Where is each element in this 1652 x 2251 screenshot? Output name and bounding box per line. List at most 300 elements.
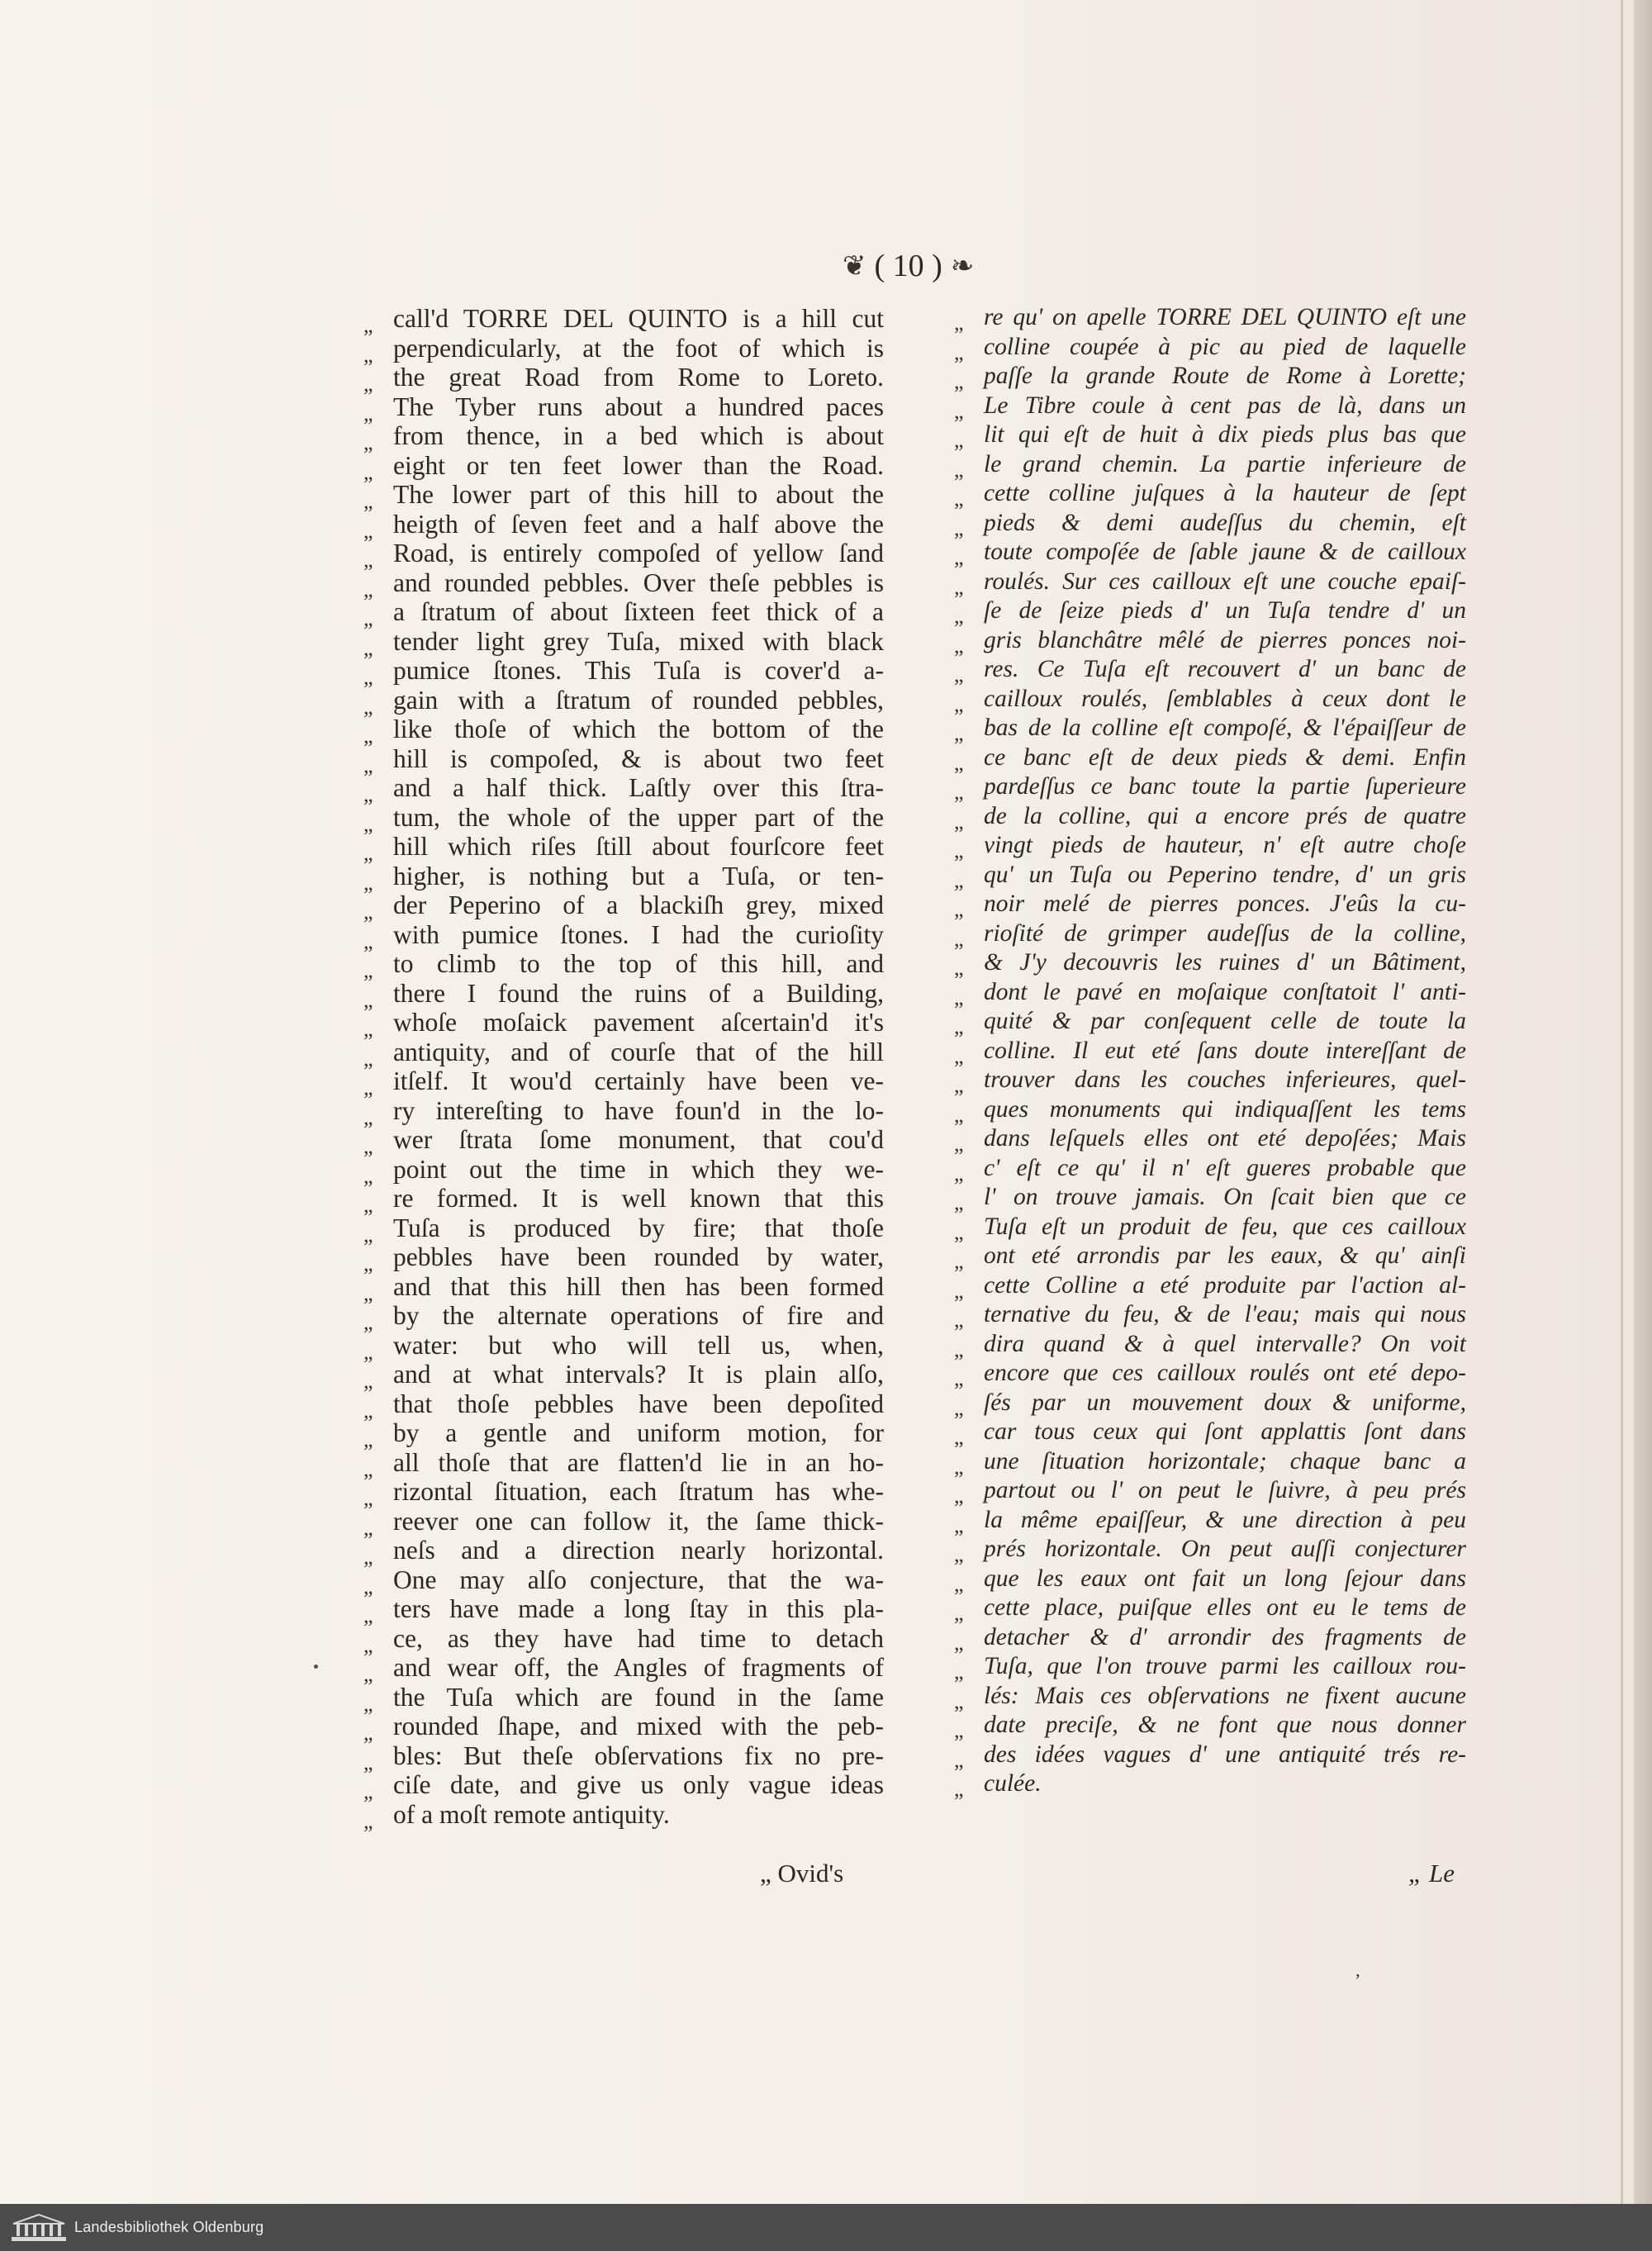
quotation-mark: „ <box>363 577 373 601</box>
text-line <box>363 743 884 777</box>
quotation-mark: „ <box>954 1102 964 1127</box>
text-line <box>954 1008 1466 1038</box>
line-text: ques monuments qui indiquaſſent les tems <box>984 1095 1466 1123</box>
quotation-mark: „ <box>363 870 373 895</box>
line-text: Tuſa, que l'on trouve parmi les cailloux rou- <box>984 1653 1466 1679</box>
english-text-column <box>363 304 884 1833</box>
text-line <box>954 744 1466 774</box>
text-line <box>954 979 1466 1009</box>
line-text: by the alternate operations of fire and <box>393 1301 884 1330</box>
quotation-mark: „ <box>954 926 964 951</box>
quotation-mark: „ <box>363 430 373 454</box>
line-text: de la colline, qui a encore prés de quatre <box>984 802 1466 829</box>
quotation-mark: „ <box>954 1043 964 1068</box>
quotation-mark: „ <box>363 1750 373 1774</box>
line-text: higher, is nothing but a Tuſa, or ten- <box>393 861 884 890</box>
text-line <box>363 1536 884 1569</box>
text-line <box>363 509 884 543</box>
text-line <box>363 1653 884 1686</box>
text-line <box>363 1565 884 1598</box>
text-line <box>954 451 1466 481</box>
quotation-mark: „ <box>954 1630 964 1655</box>
text-line <box>954 1594 1466 1624</box>
text-line <box>363 1037 884 1071</box>
line-text: ciſe date, and give us only vague ideas <box>393 1770 884 1799</box>
text-line <box>954 1389 1466 1419</box>
quotation-mark: „ <box>363 1603 373 1627</box>
text-line <box>954 510 1466 539</box>
quotation-mark: „ <box>954 604 964 628</box>
quotation-mark: „ <box>954 1425 964 1449</box>
line-text: dans leſquels elles ont eté depoſées; Mais <box>984 1125 1466 1152</box>
text-line <box>954 862 1466 891</box>
text-line <box>954 656 1466 686</box>
line-text: cette place, puiſque elles ont eu le tems de <box>984 1594 1466 1621</box>
text-line <box>954 686 1466 715</box>
quotation-mark: „ <box>954 838 964 862</box>
line-text: colline. Il eut eté ſans doute intereſſant de <box>984 1037 1466 1064</box>
text-line <box>363 656 884 689</box>
line-text: pardeſſus ce banc toute la partie ſuperieure <box>984 773 1466 800</box>
text-line <box>363 1506 884 1540</box>
line-text: cette colline juſques à la hauteur de ſept <box>984 480 1466 506</box>
quotation-mark: „ <box>363 1427 373 1451</box>
text-line <box>954 1741 1466 1771</box>
text-line <box>363 450 884 484</box>
quotation-mark: „ <box>954 750 964 775</box>
quotation-mark: „ <box>363 372 373 396</box>
quotation-mark: „ <box>363 459 373 484</box>
text-line <box>363 773 884 806</box>
line-text: The Tyber runs about a hundred paces <box>393 392 884 421</box>
line-text: a ſtratum of about ſixteen feet thick of a <box>393 597 884 626</box>
quotation-mark: „ <box>363 342 373 367</box>
quotation-mark: „ <box>954 1484 964 1508</box>
line-text: antiquity, and of courſe that of the hill <box>393 1037 884 1066</box>
quotation-mark: „ <box>363 1515 373 1540</box>
text-line <box>363 802 884 836</box>
text-line <box>363 1447 884 1481</box>
text-line <box>954 334 1466 363</box>
quotation-mark: „ <box>363 1222 373 1247</box>
line-text: of a moſt remote antiquity. <box>393 1799 670 1829</box>
text-line <box>363 919 884 953</box>
line-text: ternative du feu, & de l'eau; mais qui nous <box>984 1301 1466 1327</box>
text-line <box>363 1740 884 1774</box>
library-name: Landesbibliothek Oldenburg <box>74 2219 264 2235</box>
text-line <box>954 1360 1466 1389</box>
quotation-mark: „ <box>954 1718 964 1742</box>
quotation-mark: „ <box>954 545 964 569</box>
text-line <box>363 1301 884 1334</box>
quotation-mark: „ <box>363 489 373 513</box>
text-line <box>363 567 884 601</box>
quotation-mark: „ <box>954 1337 964 1361</box>
quotation-mark: „ <box>363 665 373 689</box>
text-line <box>954 1565 1466 1595</box>
quotation-mark: „ <box>954 574 964 599</box>
quotation-mark: „ <box>954 1747 964 1772</box>
line-text: tum, the whole of the upper part of the <box>393 802 884 832</box>
quotation-mark: „ <box>363 1193 373 1217</box>
quotation-mark: „ <box>363 1017 373 1041</box>
text-line <box>363 1623 884 1657</box>
quotation-mark: „ <box>363 987 373 1012</box>
line-text: whoſe moſaick pavement aſcertain'd it's <box>393 1008 884 1037</box>
line-text: neſs and a direction nearly horizontal. <box>393 1536 884 1565</box>
quotation-mark: „ <box>363 1310 373 1334</box>
text-line <box>954 803 1466 833</box>
text-line <box>363 421 884 454</box>
quotation-mark: „ <box>954 1161 964 1185</box>
quotation-mark: „ <box>954 340 964 364</box>
line-text: dont le pavé en moſaique conſtatoit l' anti- <box>984 978 1466 1005</box>
page-number: ( 10 ) <box>874 249 942 283</box>
line-text: ry intereſting to have foun'd in the lo- <box>393 1095 884 1125</box>
line-text: gris blanchâtre mêlé de pierres ponces noi- <box>984 626 1466 653</box>
text-line <box>954 1418 1466 1448</box>
line-text: hill is compoſed, & is about two feet <box>393 743 884 773</box>
quotation-mark: „ <box>363 548 373 572</box>
text-line <box>954 1712 1466 1741</box>
quotation-mark: „ <box>954 1249 964 1273</box>
line-text: call'd TORRE DEL QUINTO is a hill cut <box>393 304 884 333</box>
catchword-right: „ Le <box>1408 1859 1455 1888</box>
line-text: le grand chemin. La partie inferieure de <box>984 450 1466 477</box>
quotation-mark: „ <box>954 1190 964 1214</box>
text-line <box>954 1331 1466 1361</box>
line-text: l' on trouve jamais. On ſcait bien que ce <box>984 1184 1466 1210</box>
quotation-mark: „ <box>363 606 373 630</box>
line-text: The lower part of this hill to about the <box>393 480 884 509</box>
quotation-mark: „ <box>363 1134 373 1158</box>
page-header <box>843 248 974 284</box>
text-line <box>954 421 1466 451</box>
line-text: culée. <box>984 1770 1042 1797</box>
text-line <box>954 949 1466 979</box>
line-text: cailloux roulés, ſemblables à ceux dont le <box>984 685 1466 712</box>
quotation-mark: „ <box>954 1219 964 1244</box>
quotation-mark: „ <box>954 780 964 804</box>
text-line <box>954 1301 1466 1331</box>
line-text: toute compoſée de ſable jaune & de cailloux <box>984 539 1466 565</box>
quotation-mark: „ <box>363 1104 373 1129</box>
line-text: rizontal ſituation, each ſtratum has whe- <box>393 1477 884 1506</box>
text-line <box>954 1683 1466 1712</box>
text-line <box>363 1213 884 1247</box>
text-line <box>363 1066 884 1099</box>
text-line <box>363 1389 884 1422</box>
line-text: une ſituation horizontale; chaque banc a <box>984 1447 1466 1475</box>
text-line <box>954 568 1466 598</box>
line-text: ters have made a long ſtay in this pla- <box>393 1594 884 1623</box>
quotation-mark: „ <box>954 1513 964 1537</box>
text-line <box>954 1272 1466 1302</box>
line-text: and a half thick. Laſtly over this ſtra- <box>393 773 884 802</box>
text-line <box>363 480 884 513</box>
line-text: res. Ce Tuſa eſt recouvert d' un banc de <box>984 656 1466 682</box>
line-text: from thence, in a bed which is about <box>393 421 884 450</box>
text-line <box>363 333 884 367</box>
line-text: the great Road from Rome to Loreto. <box>393 363 884 392</box>
line-text: que les eaux ont fait un long ſejour dans <box>984 1565 1466 1592</box>
line-text: and rounded pebbles. Over theſe pebbles is <box>393 567 884 597</box>
text-line <box>954 1624 1466 1654</box>
text-line <box>954 1155 1466 1185</box>
quotation-mark: „ <box>954 1688 964 1713</box>
left-ornament-icon: ❦ <box>843 251 866 282</box>
text-line <box>954 1096 1466 1126</box>
line-text: Le Tibre coule à cent pas de là, dans un <box>984 392 1466 419</box>
quotation-mark: „ <box>363 1721 373 1745</box>
quotation-mark: „ <box>363 1808 373 1833</box>
quotation-mark: „ <box>954 1366 964 1390</box>
line-text: heigth of ſeven feet and a half above the <box>393 509 884 539</box>
quotation-mark: „ <box>954 1571 964 1596</box>
quotation-mark: „ <box>954 1278 964 1303</box>
text-line <box>363 392 884 425</box>
quotation-mark: „ <box>954 633 964 658</box>
quotation-mark: „ <box>363 1779 373 1803</box>
text-line <box>954 392 1466 422</box>
quotation-mark: „ <box>954 985 964 1009</box>
text-line <box>954 480 1466 510</box>
quotation-mark: „ <box>363 1545 373 1569</box>
quotation-mark: „ <box>363 1574 373 1598</box>
quotation-mark: „ <box>954 515 964 540</box>
text-line <box>363 715 884 748</box>
quotation-mark: „ <box>363 401 373 425</box>
line-text: One may alſo conjecture, that the wa- <box>393 1565 884 1594</box>
library-building-icon <box>8 2211 69 2244</box>
quotation-mark: „ <box>954 1601 964 1625</box>
line-text: roulés. Sur ces cailloux eſt une couche epaiſ- <box>984 567 1466 595</box>
text-line <box>954 715 1466 744</box>
line-text: lit qui eſt de huit à dix pieds plus bas que <box>984 421 1466 448</box>
text-line <box>363 1594 884 1627</box>
text-line <box>363 597 884 630</box>
text-line <box>954 1066 1466 1096</box>
line-text: lés: Mais ces obſervations ne fixent aucune <box>984 1682 1466 1709</box>
text-line <box>954 1653 1466 1683</box>
right-ornament-icon: ❧ <box>950 251 975 282</box>
quotation-mark: „ <box>363 694 373 719</box>
text-line <box>363 363 884 396</box>
line-text: rioſité de grimper audeſſus de la colline, <box>984 919 1466 947</box>
text-line <box>363 1242 884 1275</box>
text-line <box>363 861 884 895</box>
line-text: cette Colline a eté produite par l'action al- <box>984 1271 1466 1299</box>
quotation-mark: „ <box>363 900 373 924</box>
line-text: with pumice ſtones. I had the curioſity <box>393 919 884 949</box>
quotation-mark: „ <box>954 809 964 833</box>
line-text: dira quand & à quel intervalle? On voit <box>984 1330 1466 1357</box>
quotation-mark: „ <box>363 1076 373 1099</box>
quotation-mark: „ <box>954 1454 964 1479</box>
text-line <box>363 1184 884 1217</box>
line-text: partout ou l' on peut le ſuivre, à peu prés <box>984 1477 1466 1503</box>
line-text: noir melé de pierres ponces. J'eûs la cu- <box>984 890 1466 917</box>
line-text: re qu' on apelle TORRE DEL QUINTO eſt une <box>984 304 1466 330</box>
quotation-mark: „ <box>954 1073 964 1097</box>
text-line <box>954 1536 1466 1565</box>
line-text: ce, as they have had time to detach <box>393 1623 884 1653</box>
text-line <box>954 1770 1466 1800</box>
line-text: des idées vagues d' une antiquité trés re- <box>984 1740 1466 1768</box>
line-text: der Peperino of a blackiſh grey, mixed <box>393 890 884 919</box>
line-text: all thoſe that are flatten'd lie in an ho- <box>393 1447 884 1477</box>
line-text: encore que ces cailloux roulés ont eté depo- <box>984 1360 1466 1386</box>
line-text: quité & par conſequent celle de toute la <box>984 1008 1466 1034</box>
text-line <box>363 949 884 982</box>
quotation-mark: „ <box>954 1308 964 1332</box>
text-line <box>363 890 884 924</box>
text-line <box>954 539 1466 568</box>
line-text: water: but who will tell us, when, <box>393 1330 884 1360</box>
text-line <box>954 1242 1466 1272</box>
line-text: rounded ſhape, and mixed with the peb- <box>393 1712 884 1740</box>
quotation-mark: „ <box>954 721 964 745</box>
line-text: colline coupée à pic au pied de laquelle <box>984 333 1466 360</box>
line-text: trouver dans les couches inferieures, quel- <box>984 1066 1466 1093</box>
text-line <box>363 1360 884 1393</box>
line-text: by a gentle and uniform motion, for <box>393 1418 884 1447</box>
page-binding-edge <box>1634 0 1652 2204</box>
ink-speck <box>314 1665 318 1669</box>
quotation-mark: „ <box>954 457 964 482</box>
quotation-mark: „ <box>363 1280 373 1305</box>
line-text: pieds & demi audeſſus du chemin, eſt <box>984 509 1466 536</box>
line-text: to climb to the top of this hill, and <box>393 949 884 978</box>
quotation-mark: „ <box>363 1456 373 1481</box>
line-text: perpendicularly, at the foot of which is <box>393 333 884 363</box>
ink-mark: ʼ <box>1355 1970 1361 1991</box>
quotation-mark: „ <box>363 1339 373 1364</box>
line-text: reever one can follow it, the ſame thick- <box>393 1506 884 1536</box>
text-line <box>363 1770 884 1803</box>
line-text: prés horizontale. On peut auſſi conjecturer <box>984 1536 1466 1562</box>
quotation-mark: „ <box>954 1777 964 1801</box>
quotation-mark: „ <box>363 841 373 865</box>
text-line <box>954 1507 1466 1536</box>
text-line <box>363 304 884 337</box>
text-line <box>954 1038 1466 1067</box>
line-text: & J'y decouvris les ruines d' un Bâtiment, <box>984 949 1466 976</box>
french-text-column <box>954 304 1466 1800</box>
line-text: detacher & d' arrondir des fragments de <box>984 1623 1466 1650</box>
quotation-mark: „ <box>954 428 964 452</box>
text-line <box>363 1271 884 1305</box>
quotation-mark: „ <box>954 1542 964 1566</box>
quotation-mark: „ <box>954 487 964 511</box>
line-text: eight or ten feet lower than the Road. <box>393 450 884 480</box>
text-line <box>954 773 1466 803</box>
text-line <box>954 1184 1466 1213</box>
quotation-mark: „ <box>954 691 964 716</box>
line-text: bas de la colline eſt compoſé, & l'épaiſſeur de <box>984 715 1466 741</box>
line-text: ſe de ſeize pieds d' un Tuſa tendre d' un <box>984 597 1466 624</box>
line-text: there I found the ruins of a Building, <box>393 978 884 1008</box>
quotation-mark: „ <box>363 635 373 660</box>
text-line <box>363 1125 884 1158</box>
quotation-mark: „ <box>954 311 964 335</box>
text-line <box>954 1125 1466 1155</box>
quotation-mark: „ <box>363 1369 373 1393</box>
quotation-mark: „ <box>363 782 373 806</box>
text-line <box>363 1799 884 1833</box>
quotation-mark: „ <box>954 662 964 686</box>
quotation-mark: „ <box>363 724 373 748</box>
text-line <box>363 539 884 572</box>
text-line <box>954 1477 1466 1507</box>
line-text: vingt pieds de hauteur, n' eſt autre choſe <box>984 832 1466 858</box>
line-text: re formed. It is well known that this <box>393 1184 884 1213</box>
catchword-left: „ Ovid's <box>760 1859 844 1888</box>
text-line <box>363 1477 884 1510</box>
line-text: ſés par un mouvement doux & uniforme, <box>984 1389 1466 1416</box>
quotation-mark: „ <box>363 811 373 836</box>
quotation-mark: „ <box>954 897 964 921</box>
text-line <box>363 1712 884 1745</box>
text-line <box>954 627 1466 657</box>
quotation-mark: „ <box>363 928 373 953</box>
quotation-mark: „ <box>954 867 964 892</box>
line-text: Tuſa is produced by fire; that thoſe <box>393 1213 884 1242</box>
line-text: itſelf. It wou'd certainly have been ve- <box>393 1066 884 1095</box>
line-text: and that this hill then has been formed <box>393 1271 884 1301</box>
line-text: wer ſtrata ſome monument, that cou'd <box>393 1125 884 1154</box>
line-text: hill which riſes ſtill about fourſcore feet <box>393 832 884 861</box>
line-text: and wear off, the Angles of fragments of <box>393 1653 884 1682</box>
quotation-mark: „ <box>363 1632 373 1657</box>
quotation-mark: „ <box>363 753 373 777</box>
line-text: that thoſe pebbles have been depoſited <box>393 1389 884 1418</box>
text-line <box>954 597 1466 627</box>
line-text: and at what intervals? It is plain alſo, <box>393 1360 884 1389</box>
line-text: the Tuſa which are found in the ſame <box>393 1682 884 1712</box>
line-text: c' eſt ce qu' il n' eſt gueres probable que <box>984 1154 1466 1181</box>
line-text: car tous ceux qui ſont applattis ſont dans <box>984 1418 1466 1445</box>
line-text: la même epaiſſeur, & une direction à peu <box>984 1506 1466 1533</box>
text-line <box>363 1008 884 1041</box>
quotation-mark: „ <box>363 518 373 543</box>
text-line <box>954 363 1466 392</box>
text-line <box>954 920 1466 950</box>
line-text: paſſe la grande Route de Rome à Lorette; <box>984 363 1466 389</box>
quotation-mark: „ <box>954 956 964 980</box>
quotation-mark: „ <box>954 398 964 423</box>
line-text: Road, is entirely compoſed of yellow ſand <box>393 539 884 567</box>
text-line <box>954 890 1466 920</box>
line-text: like thoſe of which the bottom of the <box>393 715 884 743</box>
text-line <box>363 832 884 865</box>
quotation-mark: „ <box>954 1660 964 1684</box>
line-text: date preciſe, & ne font que nous donner <box>984 1712 1466 1738</box>
text-line <box>363 1095 884 1129</box>
text-line <box>363 978 884 1012</box>
quotation-mark: „ <box>363 1662 373 1686</box>
quotation-mark: „ <box>954 1132 964 1156</box>
line-text: point out the time in which they we- <box>393 1154 884 1184</box>
quotation-mark: „ <box>363 1486 373 1510</box>
quotation-mark: „ <box>363 1691 373 1716</box>
quotation-mark: „ <box>954 1014 964 1038</box>
quotation-mark: „ <box>363 1163 373 1188</box>
quotation-mark: „ <box>954 1395 964 1420</box>
text-line <box>954 1213 1466 1243</box>
line-text: tender light grey Tuſa, mixed with black <box>393 626 884 656</box>
text-line <box>363 1682 884 1716</box>
